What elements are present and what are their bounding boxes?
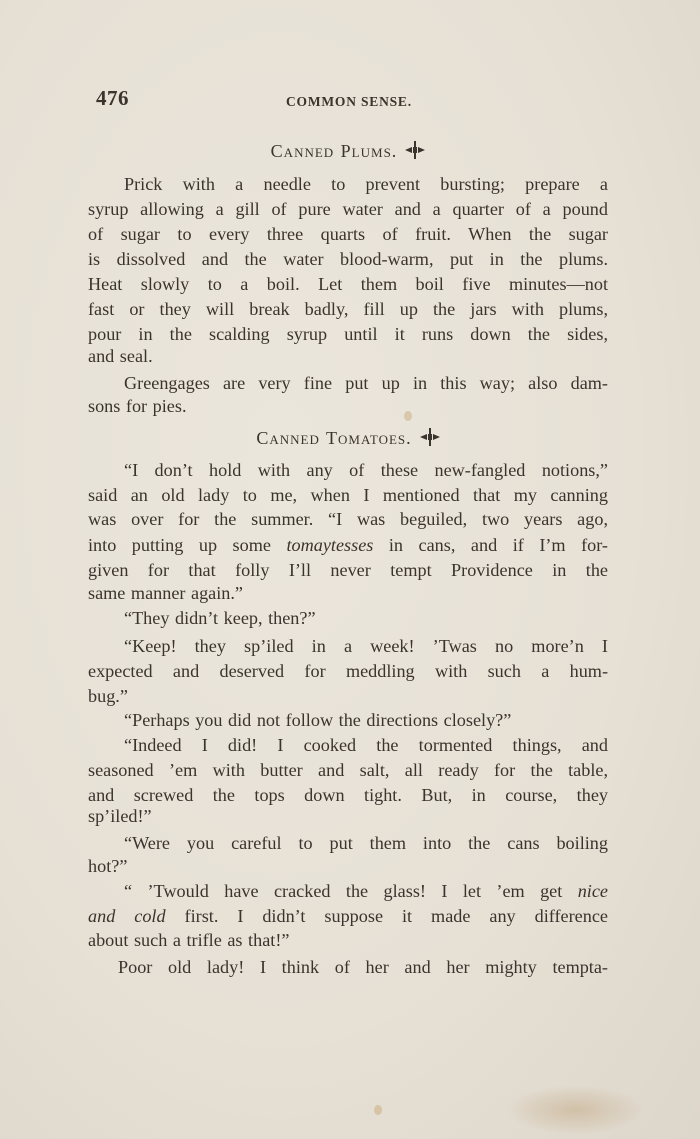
text-segment: in cans, and if I’m for- xyxy=(373,535,608,555)
cross-ornament-icon xyxy=(420,428,440,452)
line-text: of sugar to every three quarts of fruit. When the sugar xyxy=(88,224,608,244)
text-segment: first. I didn’t suppose it made any difference xyxy=(165,906,608,926)
text-line xyxy=(88,558,608,582)
paper-spot xyxy=(404,411,412,421)
text-line xyxy=(124,708,608,732)
text-line xyxy=(88,507,608,531)
line-text: hot?” xyxy=(88,856,128,876)
line-text: same manner again.” xyxy=(88,583,244,603)
line-text: Prick with a needle to prevent bursting; prepare a xyxy=(124,174,608,194)
text-line xyxy=(88,904,608,928)
line-text: “They didn’t keep, then?” xyxy=(124,608,316,628)
text-line xyxy=(88,394,608,418)
line-text: “Keep! they sp’iled in a week! ’Twas no more’n I xyxy=(124,636,608,656)
text-line xyxy=(88,659,608,683)
line-text: “Were you careful to put them into the cans boiling xyxy=(124,833,608,853)
line-text: Poor old lady! I think of her and her mighty tempta- xyxy=(118,957,608,977)
line-text: sp’iled!” xyxy=(88,806,152,826)
line-text: “I don’t hold with any of these new-fangled notions,” xyxy=(124,460,608,480)
line-text: given for that folly I’ll never tempt Providence in the xyxy=(88,560,608,580)
italic-text: and cold xyxy=(88,906,166,926)
page-number: 476 xyxy=(96,86,129,110)
text-line xyxy=(88,928,608,952)
line-text: Heat slowly to a boil. Let them boil five minutes—not xyxy=(88,274,608,294)
text-line xyxy=(88,804,608,828)
text-line xyxy=(124,879,608,903)
line-text: fast or they will break badly, fill up the jars with plums, xyxy=(88,299,608,319)
paper-spot xyxy=(374,1105,382,1115)
text-line xyxy=(88,854,608,878)
line-text: “Perhaps you did not follow the directions closely?” xyxy=(124,710,512,730)
text-segment: into putting up some xyxy=(88,535,287,555)
text-line xyxy=(124,458,608,482)
line-text: Canned Tomatoes. xyxy=(256,428,412,448)
line-text: was over for the summer. “I was beguiled, two years ago, xyxy=(88,509,608,529)
text-line xyxy=(124,371,608,395)
section-title xyxy=(88,426,608,450)
line-text: bug.” xyxy=(88,686,128,706)
text-line xyxy=(88,581,608,605)
text-line xyxy=(124,606,608,630)
line-text: Canned Plums. xyxy=(270,141,398,161)
text-line xyxy=(124,733,608,757)
line-text: expected and deserved for meddling with such a hum- xyxy=(88,661,608,681)
line-text: syrup allowing a gill of pure water and a quarter of a pound xyxy=(88,199,608,219)
line-text: said an old lady to me, when I mentioned that my canning xyxy=(88,485,608,505)
line-text: and seal. xyxy=(88,346,153,366)
text-line xyxy=(88,758,608,782)
italic-text: nice xyxy=(577,881,608,901)
line-text: pour in the scalding syrup until it runs down the sides, xyxy=(88,324,608,344)
text-line xyxy=(88,322,608,346)
line-text: seasoned ’em with butter and salt, all ready for the table, xyxy=(88,760,608,780)
section-title xyxy=(88,139,608,163)
text-line xyxy=(88,483,608,507)
text-line xyxy=(124,634,608,658)
line-text: about such a trifle as that!” xyxy=(88,930,290,950)
text-line xyxy=(124,831,608,855)
text-line xyxy=(118,955,608,979)
text-line xyxy=(88,344,608,368)
line-text: and screwed the tops down tight. But, in course, they xyxy=(88,785,608,805)
paper-stain xyxy=(505,1085,645,1135)
text-segment: “ ’Twould have cracked the glass! I let ’em get xyxy=(124,881,578,901)
line-text: sons for pies. xyxy=(88,396,187,416)
text-line xyxy=(88,222,608,246)
text-line xyxy=(88,247,608,271)
text-line xyxy=(88,684,608,708)
line-text: Greengages are very fine put up in this way; also dam- xyxy=(124,373,608,393)
line-text: is dissolved and the water blood-warm, put in the plums. xyxy=(88,249,608,269)
text-line xyxy=(88,197,608,221)
text-line xyxy=(124,172,608,196)
text-line xyxy=(88,272,608,296)
text-line xyxy=(88,533,608,557)
line-text: “Indeed I did! I cooked the tormented things, and xyxy=(124,735,608,755)
cross-ornament-icon xyxy=(405,141,425,165)
italic-text: tomaytesses xyxy=(286,535,374,555)
text-line xyxy=(88,297,608,321)
running-head: COMMON SENSE. xyxy=(286,94,412,109)
